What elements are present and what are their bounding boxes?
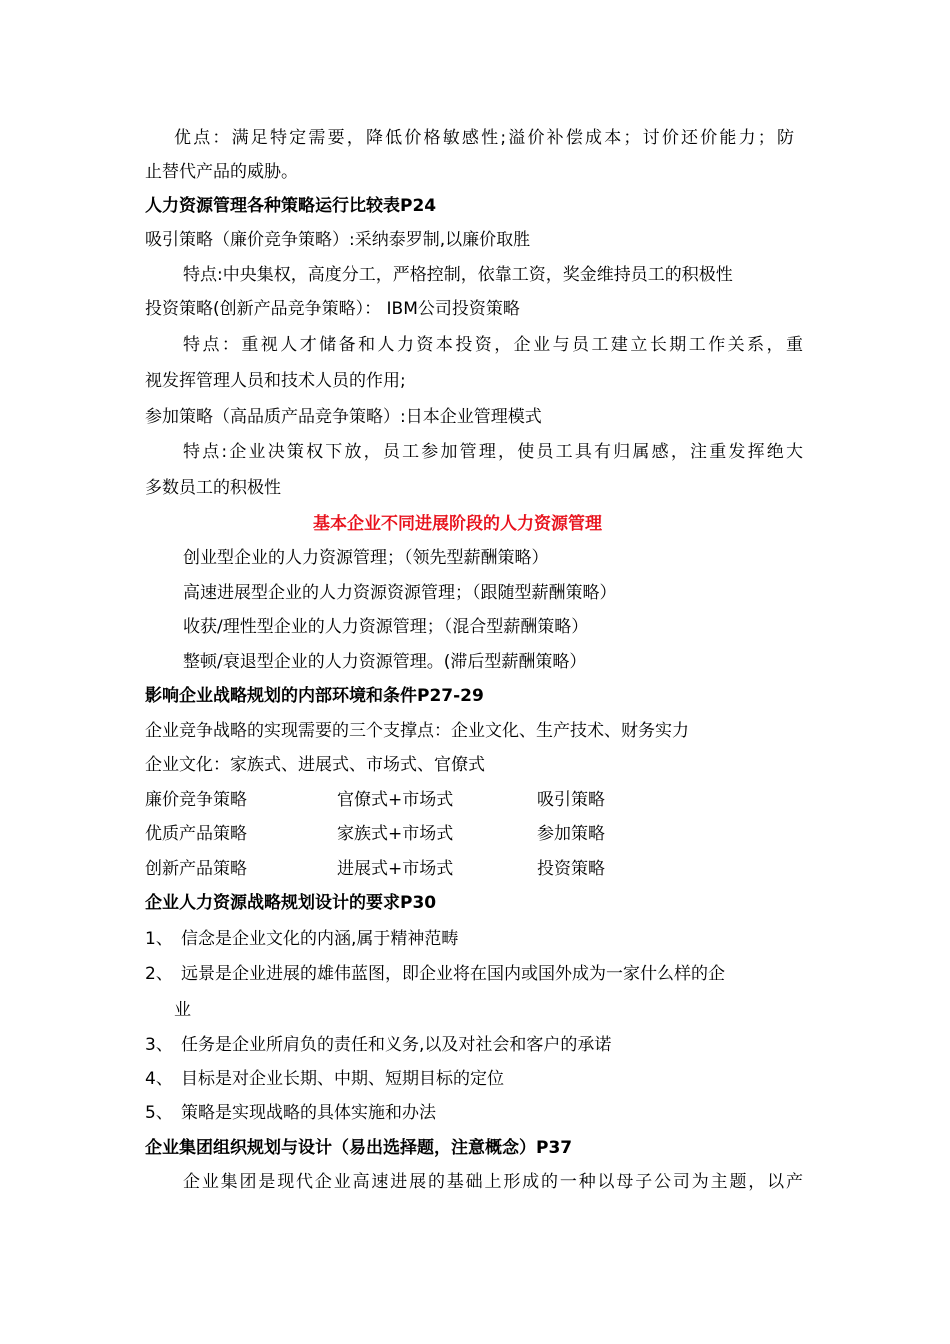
table-cell: 优质产品策略 [145, 824, 247, 844]
list-item: 整顿/衰退型企业的人力资源管理。(滞后型薪酬策略） [183, 652, 587, 672]
list-number: 2、 [145, 964, 173, 984]
list-item: 高速进展型企业的人力资源资源管理；（跟随型薪酬策略） [183, 583, 617, 603]
paragraph-line: 特点:中央集权，高度分工，严格控制，依靠工资，奖金维持员工的积极性 [183, 265, 733, 285]
table-cell: 投资策略 [537, 859, 605, 879]
list-text: 任务是企业所肩负的责任和义务,以及对社会和客户的承诺 [181, 1035, 612, 1055]
paragraph-line: 企业集团是现代企业高速进展的基础上形成的一种以母子公司为主题，以产 [183, 1172, 803, 1192]
paragraph-line: 优点：满足特定需要，降低价格敏感性;溢价补偿成本；讨价还价能力；防 [174, 128, 794, 148]
list-item [145, 1096, 436, 1130]
paragraph-line: 特点：重视人才储备和人力资本投资，企业与员工建立长期工作关系，重 [183, 335, 803, 355]
list-text: 策略是实现战略的具体实施和办法 [181, 1103, 436, 1123]
list-text: 远景是企业进展的雄伟蓝图，即企业将在国内或国外成为一家什么样的企 [181, 964, 725, 984]
paragraph-line: 企业文化：家族式、进展式、市场式、官僚式 [145, 755, 485, 775]
list-number: 4、 [145, 1069, 173, 1089]
table-cell: 创新产品策略 [145, 859, 247, 879]
table-cell: 官僚式+市场式 [337, 790, 454, 810]
paragraph-line: 止替代产品的威胁。 [145, 162, 298, 182]
table-cell: 进展式+市场式 [337, 859, 454, 879]
list-number: 3、 [145, 1035, 173, 1055]
paragraph-line: 企业竞争战略的实现需要的三个支撑点：企业文化、生产技术、财务实力 [145, 721, 689, 741]
paragraph-line: 吸引策略（廉价竞争策略）:采纳泰罗制,以廉价取胜 [145, 230, 531, 250]
list-number: 5、 [145, 1103, 173, 1123]
list-item [145, 1062, 504, 1096]
section-heading: 企业人力资源战略规划设计的要求P30 [145, 893, 437, 913]
list-text: 目标是对企业长期、中期、短期目标的定位 [181, 1069, 504, 1089]
list-item: 创业型企业的人力资源管理；（领先型薪酬策略） [183, 548, 549, 568]
section-heading: 人力资源管理各种策略运行比较表P24 [145, 196, 437, 216]
table-cell: 家族式+市场式 [337, 824, 454, 844]
centered-red-heading: 基本企业不同进展阶段的人力资源管理 [313, 514, 602, 534]
list-item: 收获/理性型企业的人力资源管理；（混合型薪酬策略） [183, 617, 589, 637]
section-heading: 企业集团组织规划与设计（易出选择题，注意概念）P37 [145, 1138, 573, 1158]
list-text: 信念是企业文化的内涵,属于精神范畴 [181, 929, 459, 949]
list-item [145, 922, 458, 956]
list-item [145, 1028, 611, 1062]
paragraph-line: 投资策略(创新产品竞争策略）： IBM公司投资策略 [145, 299, 520, 319]
list-item [145, 957, 725, 991]
table-cell: 廉价竞争策略 [145, 790, 247, 810]
paragraph-line: 多数员工的积极性 [145, 478, 281, 498]
table-cell: 吸引策略 [537, 790, 605, 810]
table-cell: 参加策略 [537, 824, 605, 844]
paragraph-line: 特点:企业决策权下放，员工参加管理，使员工具有归属感，注重发挥绝大 [183, 442, 803, 462]
paragraph-line: 参加策略（高品质产品竞争策略）:日本企业管理模式 [145, 407, 542, 427]
section-heading: 影响企业战略规划的内部环境和条件P27-29 [145, 686, 484, 706]
paragraph-line: 视发挥管理人员和技术人员的作用; [145, 371, 406, 391]
list-item-continuation: 业 [174, 1000, 191, 1020]
list-number: 1、 [145, 929, 173, 949]
